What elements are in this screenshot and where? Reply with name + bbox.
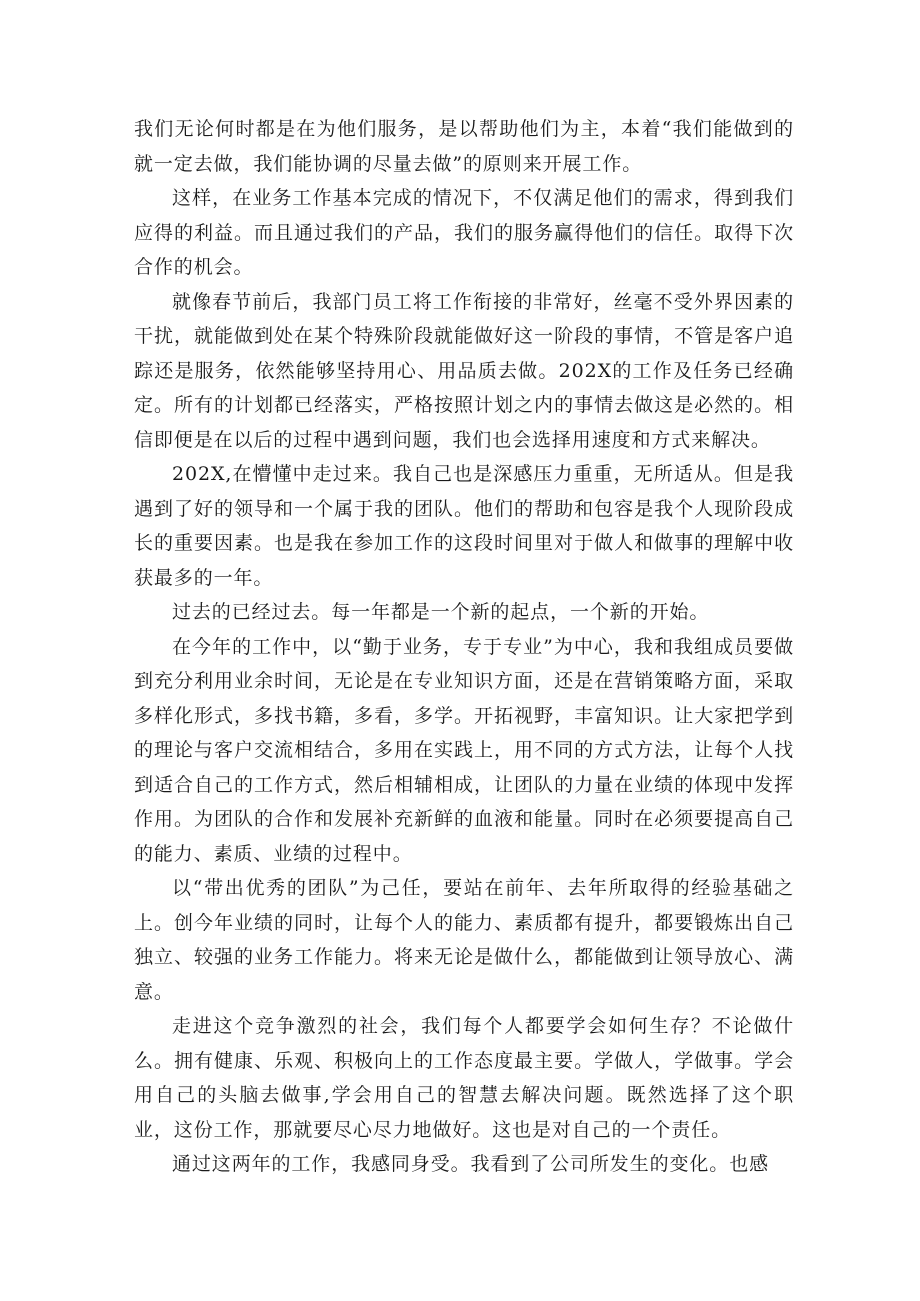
paragraph-1: 我们无论何时都是在为他们服务，是以帮助他们为主，本着“我们能做到的就一定去做，我们能协调的尽量去做”的原则来开展工作。 xyxy=(134,118,794,175)
paragraph-3: 就像春节前后，我部门员工将工作衔接的非常好，丝毫不受外界因素的干扰，就能做到处在某个特殊阶段就能做好这一阶段的事情，不管是客户追踪还是服务，依然能够坚持用心、用品质去做。202X的工作及任务已经确定。所有的计划都已经落实，严格按照计划之内的事情去做这是必然的。相信即便是在以后的过程中遇到问题，我们也会选择用速度和方式来解决。 xyxy=(134,290,794,451)
paragraph-7: 以“带出优秀的团队”为己任，要站在前年、去年所取得的经验基础之上。创今年业绩的同时，让每个人的能力、素质都有提升，都要锻炼出自己独立、较强的业务工作能力。将来无论是做什么，都能做到让领导放心、满意。 xyxy=(134,877,794,1003)
paragraph-5: 过去的已经过去。每一年都是一个新的起点，一个新的开始。 xyxy=(172,601,710,623)
paragraph-9: 通过这两年的工作，我感同身受。我看到了公司所发生的变化。也感 xyxy=(172,1153,770,1175)
paragraph-6: 在今年的工作中，以“勤于业务，专于专业”为中心，我和我组成员要做到充分利用业余时间，无论是在专业知识方面，还是在营销策略方面，采取多样化形式，多找书籍，多看，多学。开拓视野，丰富知识。让大家把学到的理论与客户交流相结合，多用在实践上，用不同的方式方法，让每个人找到适合自己的工作方式，然后相辅相成，让团队的力量在业绩的体现中发挥作用。为团队的合作和发展补充新鲜的血液和能量。同时在必须要提高自己的能力、素质、业绩的过程中。 xyxy=(134,635,794,865)
document-body xyxy=(134,112,794,1182)
paragraph-4: 202X,在懵懂中走过来。我自己也是深感压力重重，无所适从。但是我遇到了好的领导和一个属于我的团队。他们的帮助和包容是我个人现阶段成长的重要因素。也是我在参加工作的这段时间里对于做人和做事的理解中收获最多的一年。 xyxy=(134,463,794,589)
paragraph-2: 这样，在业务工作基本完成的情况下，不仅满足他们的需求，得到我们应得的利益。而且通过我们的产品，我们的服务赢得他们的信任。取得下次合作的机会。 xyxy=(134,187,794,278)
paragraph-8: 走进这个竞争激烈的社会，我们每个人都要学会如何生存？不论做什么。拥有健康、乐观、积极向上的工作态度最主要。学做人，学做事。学会用自己的头脑去做事,学会用自己的智慧去解决问题。既然选择了这个职业，这份工作，那就要尽心尽力地做好。这也是对自己的一个责任。 xyxy=(134,1015,794,1141)
